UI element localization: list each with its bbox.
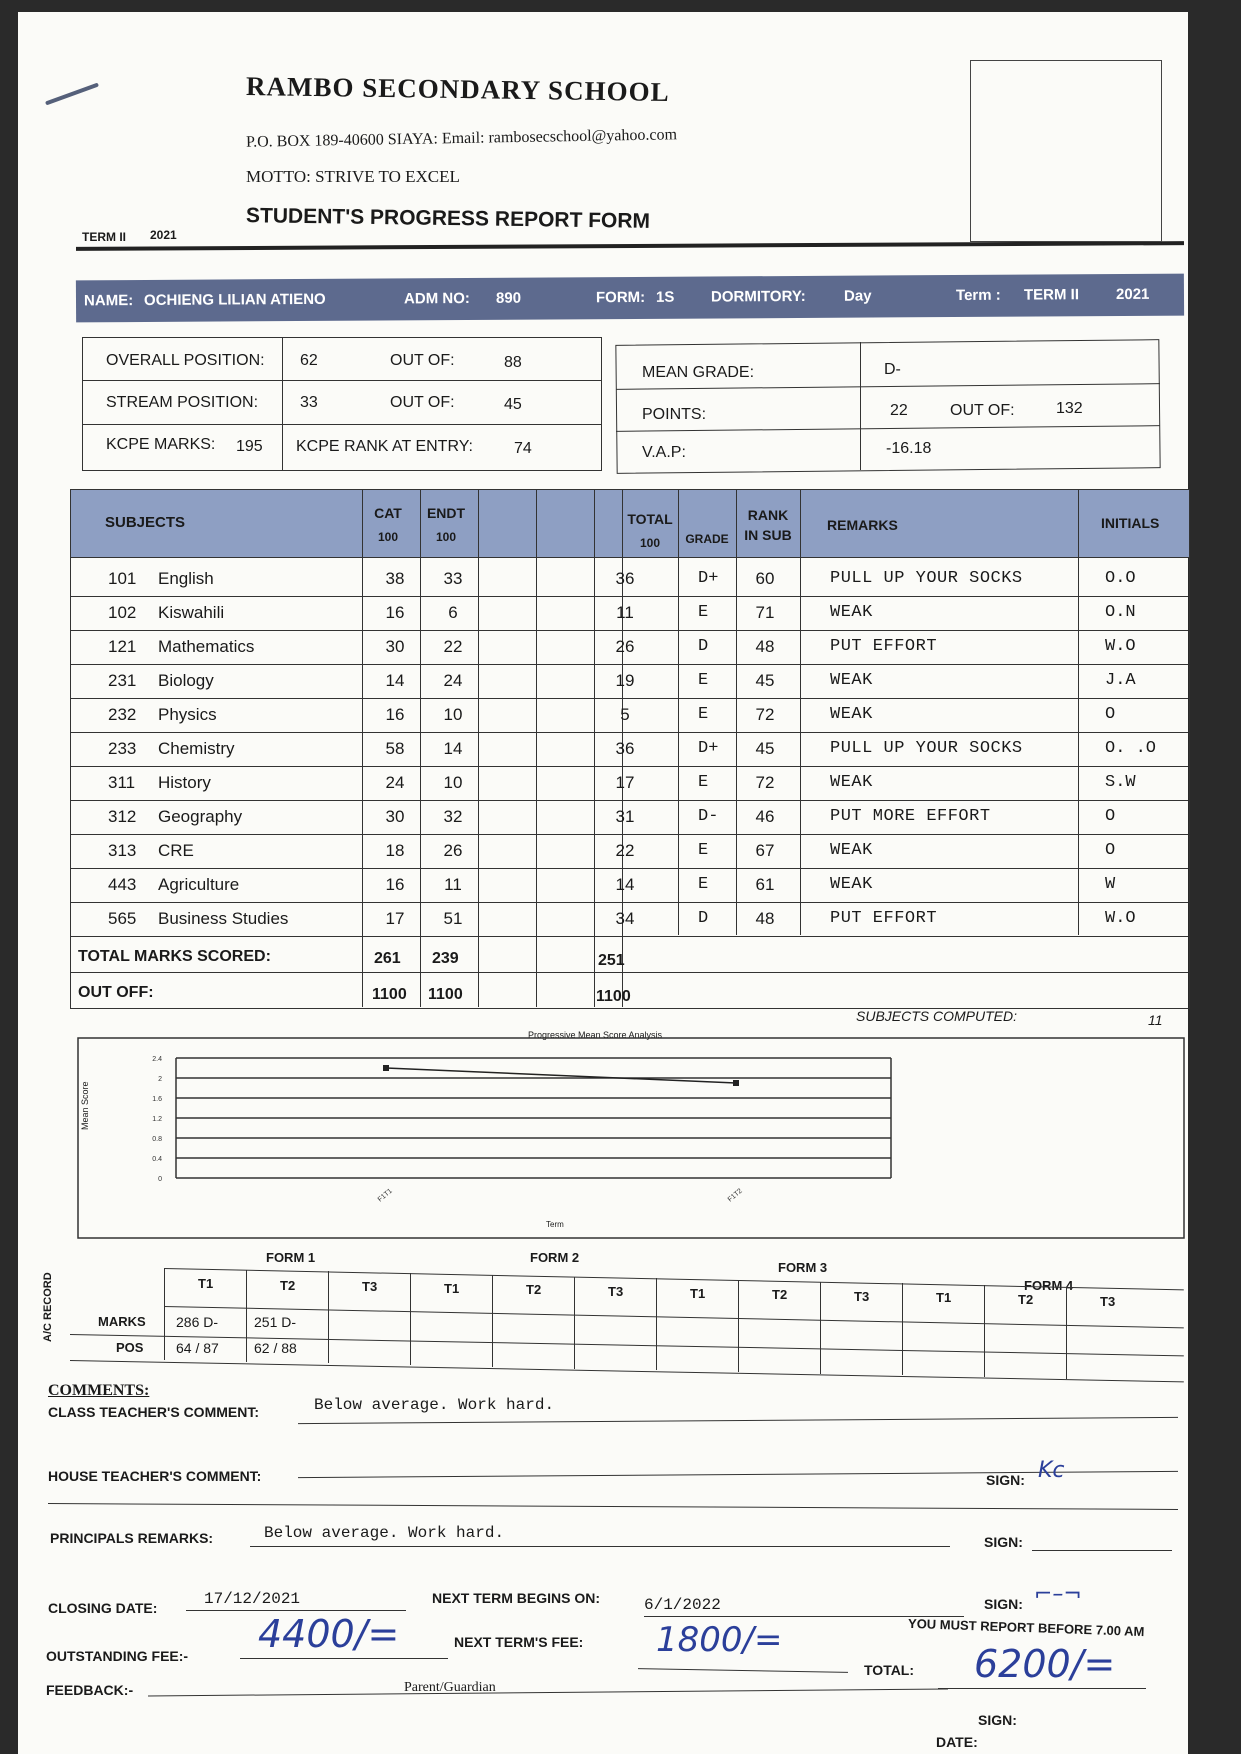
chart-ylabel: Mean Score (80, 1081, 90, 1130)
points-label: POINTS: (642, 406, 707, 423)
teacher-initials: O.O (1105, 569, 1136, 588)
subject-name: Business Studies (158, 909, 289, 928)
endt-score: 33 (443, 569, 463, 588)
school-name: RAMBO SECONDARY SCHOOL (245, 71, 670, 107)
total-endt: 239 (432, 950, 459, 967)
adm-label: ADM NO: (403, 289, 470, 308)
cat-score: 30 (385, 807, 405, 826)
form-value: 1S (655, 288, 675, 306)
grade: E (698, 875, 709, 894)
subject-name: English (158, 569, 214, 588)
grade: D (698, 909, 709, 928)
grade: D (698, 637, 709, 656)
remarks: WEAK (830, 603, 873, 622)
subject-name: Physics (158, 705, 217, 724)
divider (282, 337, 283, 471)
rank-in-subject: 67 (755, 841, 775, 860)
next-fee-line (638, 1668, 848, 1673)
points: 22 (890, 402, 908, 419)
total-score: 22 (615, 841, 635, 860)
out-off-label: OUT OFF: (78, 984, 154, 1001)
grade: E (698, 773, 709, 792)
cat-score: 24 (385, 773, 405, 792)
divider (82, 380, 602, 381)
closing-date: 17/12/2021 (204, 1590, 301, 1608)
rank-in-subject: 45 (755, 739, 775, 758)
endt-score: 11 (444, 875, 462, 894)
rank-in-subject: 72 (755, 705, 775, 724)
term-header: T1 (444, 1280, 460, 1296)
term-header: T1 (198, 1276, 214, 1291)
house-signature: Kc (1038, 1458, 1065, 1483)
term-header: T3 (362, 1279, 378, 1295)
table-row (70, 900, 1188, 937)
cat-score: 38 (385, 569, 405, 588)
y-tick-label: 2 (158, 1076, 162, 1083)
parent-label: Parent/Guardian (404, 1680, 496, 1695)
subjects-computed-label: SUBJECTS COMPUTED: (856, 1008, 1018, 1024)
ac-col-divider (656, 1278, 657, 1370)
table-row (70, 628, 1188, 665)
total-score: 5 (620, 705, 630, 724)
table-row (70, 866, 1188, 903)
total-marks-label: TOTAL MARKS SCORED: (78, 948, 271, 965)
subject-name: Geography (158, 807, 243, 826)
overall-out-of: 88 (504, 354, 522, 371)
grade: D- (698, 807, 719, 826)
cat-score: 14 (385, 671, 405, 690)
form2-label: FORM 2 (530, 1250, 580, 1265)
table-row (70, 764, 1188, 801)
term-header: T1 (936, 1290, 952, 1306)
data-point (733, 1080, 739, 1086)
overall-out-of-label: OUT OF: (390, 352, 455, 369)
grade: D+ (698, 569, 719, 588)
subject-code: 232 (108, 705, 137, 724)
ac-col-divider (328, 1271, 329, 1363)
total-fee-line (938, 1688, 1146, 1689)
rank-in-subject: 48 (755, 637, 775, 656)
total-score: 14 (615, 875, 635, 894)
teacher-initials: W (1105, 875, 1116, 894)
grade: E (698, 603, 709, 622)
school-motto: MOTTO: STRIVE TO EXCEL (246, 167, 460, 186)
overall-position: 62 (300, 352, 318, 369)
total-cat: 261 (374, 950, 401, 967)
subjects-table-header (70, 489, 1190, 558)
endt-score: 10 (443, 705, 463, 724)
endt-header: ENDT (426, 505, 466, 521)
class-teacher-label: CLASS TEACHER'S COMMENT: (48, 1404, 259, 1420)
endt-score: 26 (443, 841, 463, 860)
subject-name: CRE (158, 841, 194, 860)
subject-code: 101 (108, 569, 137, 588)
subject-code: 102 (108, 603, 137, 622)
ac-col-divider (164, 1268, 165, 1360)
teacher-initials: W.O (1105, 909, 1136, 928)
remarks: WEAK (830, 671, 873, 690)
date-label: DATE: (936, 1734, 978, 1750)
total-score: 11 (616, 603, 634, 622)
report-paper (18, 12, 1188, 1754)
out-cat: 1100 (372, 986, 407, 1003)
x-tick-label: F1T1 (376, 1187, 394, 1204)
term-label: TERM II (82, 230, 126, 244)
term-header: T3 (608, 1284, 624, 1299)
subject-name: Mathematics (158, 637, 255, 656)
stream-position: 33 (300, 394, 318, 411)
y-tick-label: 0.8 (152, 1136, 162, 1143)
principal-line (250, 1546, 950, 1547)
dorm-value: Day (843, 287, 872, 305)
vap: -16.18 (886, 440, 932, 457)
y-tick-label: 1.6 (152, 1096, 162, 1103)
x-tick-label: F1T2 (726, 1187, 744, 1204)
final-sign-label: SIGN: (978, 1712, 1017, 1728)
marks-label: MARKS (98, 1314, 146, 1329)
y-tick-label: 2.4 (152, 1056, 162, 1063)
divider-line (48, 1503, 1178, 1510)
total-score: 34 (615, 909, 635, 928)
outstanding-label: OUTSTANDING FEE:- (46, 1648, 189, 1664)
endt-score: 6 (448, 603, 458, 622)
table-row (70, 798, 1188, 835)
principal-sign-line (1032, 1550, 1172, 1551)
grade: D+ (698, 739, 719, 758)
series-line (386, 1068, 736, 1083)
total-score: 17 (615, 773, 635, 792)
subject-code: 311 (108, 773, 136, 792)
term-header: T2 (1018, 1292, 1034, 1307)
teacher-initials: W.O (1105, 637, 1136, 656)
form3-label: FORM 3 (778, 1260, 828, 1275)
f1t2-pos: 62 / 88 (254, 1340, 297, 1356)
term-header: T1 (690, 1285, 706, 1301)
mean-grade-label: MEAN GRADE: (642, 364, 755, 381)
principal-remarks: Below average. Work hard. (264, 1524, 505, 1542)
stream-out-of: 45 (504, 396, 522, 413)
principal-label: PRINCIPALS REMARKS: (50, 1530, 214, 1546)
remarks: WEAK (830, 841, 873, 860)
ac-row-line (70, 1334, 1184, 1356)
points-out-of: 132 (1056, 400, 1083, 417)
ac-col-divider (902, 1283, 903, 1375)
pen-mark (45, 83, 99, 106)
term-header: T3 (854, 1288, 870, 1304)
next-term-label: NEXT TERM BEGINS ON: (432, 1590, 601, 1606)
next-term-date: 6/1/2022 (644, 1596, 721, 1614)
table-row (70, 662, 1188, 699)
ac-bottom-line (70, 1360, 1184, 1382)
teacher-initials: S.W (1105, 773, 1136, 792)
kcpe-marks-label: KCPE MARKS: (106, 436, 216, 453)
term-header: T3 (1100, 1293, 1116, 1309)
chart-plot (76, 1030, 1186, 1240)
total-score: 19 (615, 671, 635, 690)
cat-max: 100 (377, 530, 399, 544)
class-teacher-comment: Below average. Work hard. (314, 1396, 555, 1414)
total-score: 31 (615, 807, 635, 826)
term-year: 2021 (150, 228, 177, 242)
y-tick-label: 1.2 (152, 1116, 162, 1123)
cat-score: 16 (385, 603, 405, 622)
ac-col-divider (820, 1282, 821, 1374)
cat-score: 30 (385, 637, 405, 656)
rank-header: RANK (747, 507, 789, 523)
chart-title: Progressive Mean Score Analysis (528, 1030, 663, 1040)
feedback-label: FEEDBACK:- (46, 1682, 134, 1698)
rank-header-2: IN SUB (744, 527, 792, 543)
next-fee: 1800/= (656, 1620, 783, 1660)
subject-code: 312 (108, 807, 137, 826)
cat-score: 58 (385, 739, 405, 758)
closing-signature: ⌐–¬ (1034, 1582, 1082, 1607)
remarks: WEAK (830, 875, 873, 894)
divider (860, 342, 861, 470)
closing-line (186, 1610, 406, 1611)
endt-score: 51 (443, 909, 463, 928)
table-row (70, 730, 1188, 767)
class-teacher-line (298, 1417, 1178, 1424)
out-total: 1100 (596, 988, 631, 1005)
outstanding-line (240, 1658, 448, 1659)
cat-score: 17 (385, 909, 405, 928)
rank-in-subject: 45 (755, 671, 775, 690)
name-label: NAME: (83, 292, 134, 310)
cat-score: 16 (385, 705, 405, 724)
grade: E (698, 841, 709, 860)
row-divider (70, 972, 1188, 973)
mean-score-chart (76, 1030, 1186, 1240)
subjects-header: SUBJECTS (105, 514, 186, 531)
ac-col-divider (410, 1273, 411, 1365)
total-fee: 6200/= (974, 1642, 1116, 1686)
teacher-initials: O. .O (1105, 739, 1157, 758)
adm-number: 890 (495, 289, 522, 307)
dorm-label: DORMITORY: (710, 287, 806, 306)
teacher-initials: O (1105, 807, 1116, 826)
next-fee-label: NEXT TERM'S FEE: (454, 1634, 584, 1650)
feedback-line (148, 1689, 948, 1697)
closing-label: CLOSING DATE: (48, 1600, 158, 1616)
term-header: T2 (526, 1282, 542, 1298)
subject-name: Biology (158, 671, 214, 690)
subject-code: 313 (108, 841, 137, 860)
overall-position-label: OVERALL POSITION: (106, 352, 265, 369)
pos-label: POS (116, 1340, 144, 1355)
subject-name: Kiswahili (158, 603, 225, 622)
table-row (70, 560, 1188, 597)
cat-header: CAT (374, 505, 402, 521)
chart-xlabel: Term (546, 1220, 564, 1229)
mean-grade: D- (884, 361, 901, 378)
kcpe-rank: 74 (514, 440, 532, 457)
kcpe-marks: 195 (236, 438, 263, 455)
ac-col-divider (1066, 1287, 1067, 1379)
student-info-band (76, 274, 1184, 323)
row-divider (70, 936, 1188, 937)
rank-in-subject: 46 (755, 807, 775, 826)
school-address: P.O. BOX 189-40600 SIAYA: Email: rambosecschool@yahoo.com (245, 126, 678, 151)
subject-name: History (158, 773, 211, 792)
total-score: 36 (615, 739, 635, 758)
principal-sign-label: SIGN: (984, 1534, 1023, 1550)
teacher-initials: O (1105, 841, 1116, 860)
comments-heading: COMMENTS: (48, 1382, 150, 1399)
subject-code: 443 (108, 875, 137, 894)
band-year: 2021 (1115, 285, 1150, 304)
total-total: 251 (598, 952, 625, 969)
form-title: STUDENT'S PROGRESS REPORT FORM (245, 204, 651, 233)
total-header: TOTAL (627, 511, 673, 527)
points-out-of-label: OUT OF: (950, 402, 1015, 419)
vap-label: V.A.P: (642, 444, 686, 461)
total-max: 100 (639, 536, 661, 550)
remarks: WEAK (830, 705, 873, 724)
initials-header: INITIALS (1101, 515, 1160, 531)
house-sign-label: SIGN: (986, 1472, 1025, 1488)
closing-sign-label: SIGN: (984, 1596, 1023, 1612)
grade: E (698, 671, 709, 690)
endt-score: 32 (443, 807, 463, 826)
student-name: OCHIENG LILIAN ATIENO (143, 290, 326, 309)
ac-col-divider (246, 1270, 247, 1362)
band-term-label: Term : (955, 286, 1001, 305)
report-note: YOU MUST REPORT BEFORE 7.00 AM (907, 1615, 1145, 1640)
ac-col-divider (984, 1285, 985, 1377)
band-term: TERM II (1023, 286, 1080, 304)
endt-score: 24 (443, 671, 463, 690)
photo-box (970, 60, 1162, 242)
subject-code: 233 (108, 739, 137, 758)
divider (82, 424, 602, 425)
remarks: WEAK (830, 773, 873, 792)
ac-col-divider (492, 1275, 493, 1367)
header-rule (76, 241, 1184, 251)
table-row (70, 832, 1188, 869)
rank-in-subject: 60 (755, 569, 775, 588)
remarks: PUT EFFORT (830, 909, 938, 928)
term-header: T2 (280, 1277, 296, 1293)
y-tick-label: 0.4 (152, 1156, 162, 1163)
cat-score: 16 (385, 875, 405, 894)
rank-in-subject: 61 (755, 875, 775, 894)
f1t2-marks: 251 D- (254, 1314, 297, 1330)
ac-record (42, 1250, 1190, 1370)
f1t1-pos: 64 / 87 (176, 1340, 219, 1356)
endt-score: 22 (443, 637, 463, 656)
ac-side-label: A/C RECORD (42, 1272, 54, 1342)
kcpe-rank-label: KCPE RANK AT ENTRY: (296, 438, 473, 455)
subject-code: 121 (108, 637, 137, 656)
remarks: PULL UP YOUR SOCKS (830, 569, 1023, 588)
stream-position-label: STREAM POSITION: (106, 394, 259, 411)
form4-label: FORM 4 (1024, 1278, 1074, 1293)
teacher-initials: J.A (1105, 671, 1136, 690)
remarks: PUT EFFORT (830, 637, 938, 656)
ac-col-divider (574, 1277, 575, 1369)
endt-score: 14 (443, 739, 463, 758)
stream-out-of-label: OUT OF: (390, 394, 455, 411)
form1-label: FORM 1 (266, 1250, 316, 1265)
total-fee-label: TOTAL: (864, 1662, 915, 1678)
house-teacher-label: HOUSE TEACHER'S COMMENT: (48, 1468, 262, 1484)
ac-col-divider (738, 1280, 739, 1372)
y-tick-label: 0 (158, 1176, 162, 1183)
rank-in-subject: 48 (755, 909, 775, 928)
remarks-header: REMARKS (827, 517, 898, 533)
form-label: FORM: (595, 288, 646, 307)
table-row (70, 696, 1188, 733)
remarks: PUT MORE EFFORT (830, 807, 991, 826)
ac-mid-line (164, 1306, 1184, 1328)
subject-name: Chemistry (158, 739, 235, 758)
grade-header: GRADE (685, 532, 729, 546)
subject-code: 565 (108, 909, 137, 928)
subjects-computed: 11 (1148, 1012, 1163, 1028)
cat-score: 18 (385, 841, 405, 860)
endt-max: 100 (435, 530, 457, 544)
subject-name: Agriculture (158, 875, 240, 894)
teacher-initials: O (1105, 705, 1116, 724)
f1t1-marks: 286 D- (176, 1314, 219, 1330)
rank-in-subject: 72 (755, 773, 775, 792)
total-score: 36 (615, 569, 635, 588)
remarks: PULL UP YOUR SOCKS (830, 739, 1023, 758)
subject-code: 231 (108, 671, 137, 690)
data-point (383, 1065, 389, 1071)
endt-score: 10 (443, 773, 463, 792)
teacher-initials: O.N (1105, 603, 1136, 622)
table-row (70, 594, 1188, 631)
grade: E (698, 705, 709, 724)
rank-in-subject: 71 (755, 603, 775, 622)
term-header: T2 (772, 1287, 788, 1303)
out-endt: 1100 (428, 986, 463, 1003)
total-score: 26 (615, 637, 635, 656)
outstanding-fee: 4400/= (258, 1612, 400, 1656)
